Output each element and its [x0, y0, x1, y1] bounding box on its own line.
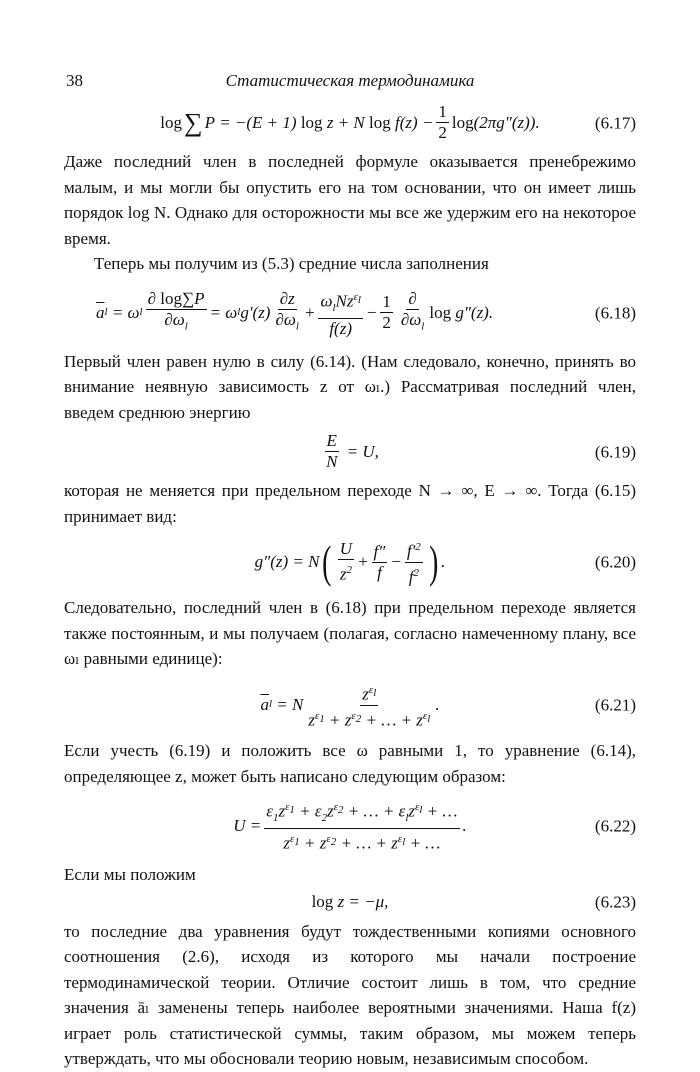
equation-6-23: log z = −μ, (6.23)	[64, 889, 636, 915]
equation-number: (6.21)	[594, 695, 636, 715]
paragraph: Даже последний член в последней формуле оказывается пренебрежимо малым, и мы могли бы опустить его на том основании, что он имеет лишь порядок log N. Однако для осторожности мы все же удержим его на некоторое время.	[64, 152, 636, 248]
equation-6-21: $\overline{a}$ l = N $\frac{z^{\varepsilon_l}}{z^{\varepsilon_1} + z^{\varepsilon_2} + \dots + z^{\varepsilon_l}}$ . (6.21)	[64, 680, 636, 730]
equation-number: (6.22)	[594, 815, 636, 835]
paragraph: Если учесть (6.19) и положить все ω равными 1, то уравнение (6.14), определяющее z, может быть написано следующим образом:	[64, 741, 636, 786]
running-title: Статистическая термодинамика	[225, 71, 475, 90]
page-header	[64, 68, 636, 94]
equation-number: (6.17)	[594, 112, 636, 132]
equation-6-19: $\frac{E}{N}$ = U, (6.19)	[326, 431, 636, 472]
equation-6-22: U = $\frac{\varepsilon_1z^{\varepsilon_1} + \varepsilon_2z^{\varepsilon_2} + \dots + \varepsilon_lz^{\varepsilon_l} + \dots}{z^{\varepsilon_1} + z^{\varepsilon_2} + \dots + z^{\varepsilon_l} + \dots}$ . (6.22)	[64, 797, 636, 854]
paragraph: Первый член равен нулю в силу (6.14). (Нам следовало, конечно, принять во внимание неявную зависимость z от ωₗ.) Рассматривая последний член, введем среднюю энергию	[64, 351, 636, 422]
paragraph: то последние два уравнения будут тождественными копиями основного соотношения (2.6), исходя из которого мы начали построение термодинамической теории. Отличие состоит лишь в том, что средние значения āₗ заменены теперь наиболее вероятными значениями. Наша f(z) играет роль статистической суммы, таким образом, мы можем теперь утверждать, что мы обосновали теорию новым, независимым способом.	[64, 921, 636, 1069]
equation-number: (6.20)	[594, 552, 636, 572]
paragraph: Следовательно, последний член в (6.18) при предельном переходе является также постоянным, и мы получаем (полагая, согласно намеченному плану, все ωₗ равными единице):	[64, 598, 636, 669]
equation-6-17: log ∑ P = −(E + 1) log z + N log f(z) − $\frac{1}{2}$ log (2πg″(z)). (6.17)	[160, 102, 636, 142]
equation-number: (6.18)	[594, 302, 636, 322]
paragraph: Теперь мы получим из (5.3) средние числа заполнения	[94, 254, 489, 273]
equation-number: (6.23)	[594, 892, 636, 912]
equation-6-20: g″(z) = N ( $\frac{U}{z^2}$ + $\frac{f''}{f}$ − $\frac{f'^2}{f^2}$ ) . (6.20)	[254, 536, 636, 588]
page-number: 38	[66, 71, 83, 90]
paragraph: Если мы положим	[64, 864, 196, 884]
book-page	[64, 68, 636, 1072]
equation-6-18: $\overline{a}$ l = ω l $\frac{\partial \log\sum P}{\partial\omega_l}$ = ω l g′(z) $\frac{\partial z}{\partial\omega_l}$ + $\frac{\omega_lNz^{\varepsilon_l}}{f(z)}$ − $\frac{1}{2}$ $\frac{\partial}{\partial\omega_l}$ log g″(z). (6.18)	[64, 287, 636, 339]
equation-number: (6.19)	[594, 441, 636, 461]
paragraph: которая не меняется при предельном переходе N → ∞, E → ∞. Тогда (6.15) принимает вид:	[64, 481, 636, 526]
